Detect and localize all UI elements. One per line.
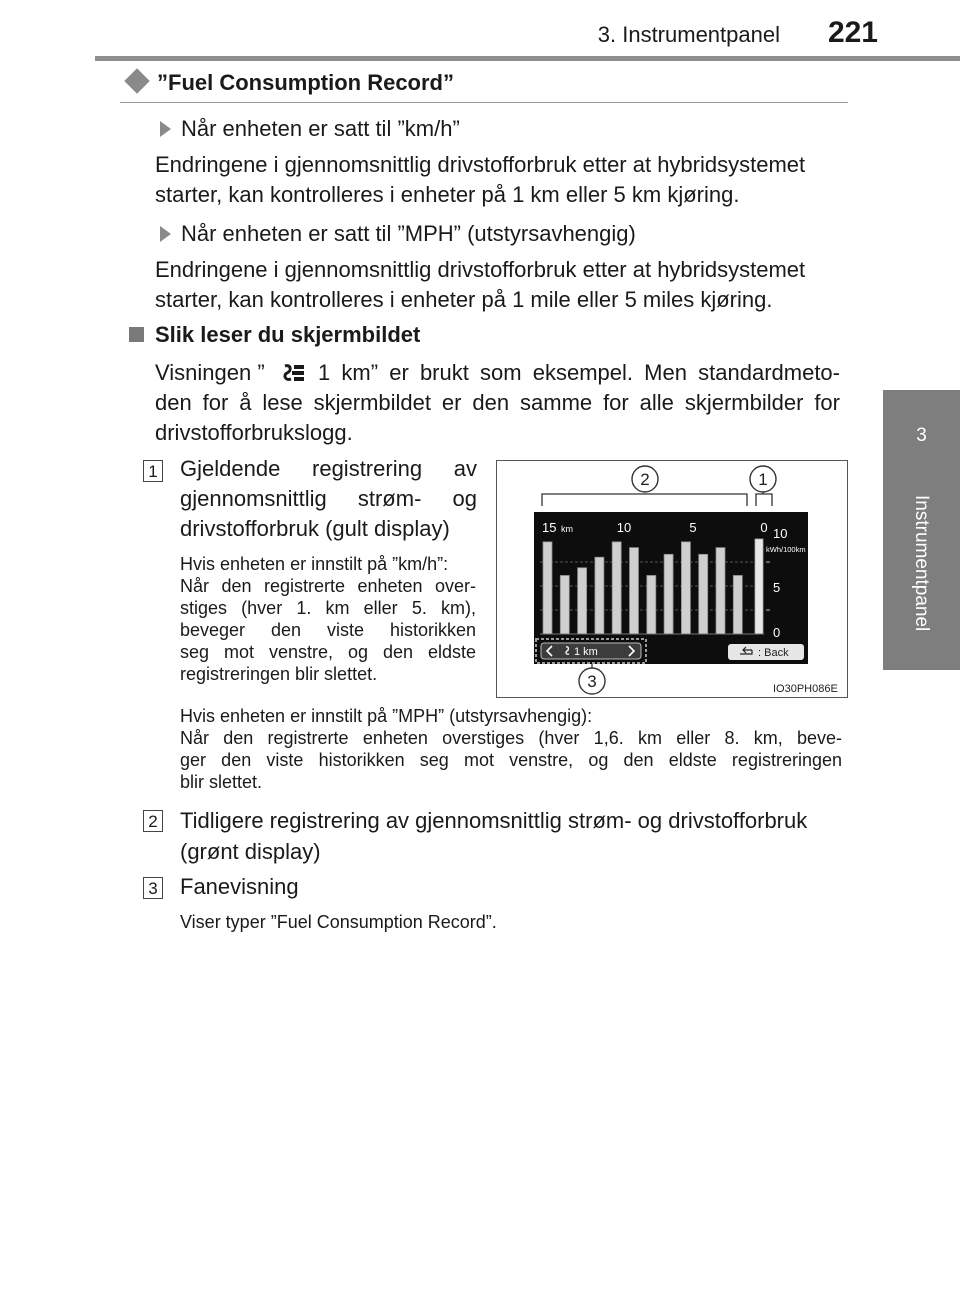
intro-line3: drivstofforbrukslogg. xyxy=(155,420,353,445)
tick-0: 0 xyxy=(760,520,768,535)
item1-note-b-line4: blir slettet. xyxy=(180,772,263,792)
callout-1 xyxy=(750,466,776,492)
para-kmh-line2: starter, kan kontrolleres i enheter på 1 km eller 5 km kjøring. xyxy=(155,182,740,207)
square-bullet-icon xyxy=(129,327,144,342)
history-bar xyxy=(647,575,656,634)
bracket-current xyxy=(756,494,772,506)
item3-line1: Fanevisning xyxy=(180,874,299,899)
side-tab-label: Instrumentpanel xyxy=(911,495,932,632)
intro-line1-end: 1 km” er brukt som eksempel. Men standardmeto- xyxy=(318,360,840,385)
page-number: 221 xyxy=(827,16,878,49)
figure-illustration xyxy=(496,460,848,698)
tick-5: 5 xyxy=(689,520,697,535)
triangle-bullet-icon xyxy=(160,121,171,137)
item2-line2: (grønt display) xyxy=(180,839,321,864)
para-kmh-line1: Endringene i gjennomsnittlig drivstofforbruk etter at hybridsystemet xyxy=(155,152,806,177)
y-unit: kWh/100km xyxy=(766,545,806,554)
callout-number-3: 3 xyxy=(143,877,163,899)
history-bar xyxy=(681,542,690,634)
item1-note-a-line3: stiges (hver 1. km eller 5. km), xyxy=(180,598,476,618)
history-bar xyxy=(595,557,604,634)
svg-text:3: 3 xyxy=(587,672,597,691)
history-bar xyxy=(733,575,742,634)
figure-code: IO30PH086E xyxy=(773,683,838,695)
subheading: Slik leser du skjermbildet xyxy=(155,322,421,347)
item1-line1: Gjeldende registrering av xyxy=(180,456,477,481)
item1-note-a-line4: beveger den viste historikken xyxy=(180,620,476,640)
intro-line1-start: Visningen ” xyxy=(155,360,265,385)
chapter-title: 3. Instrumentpanel xyxy=(597,22,780,47)
item1-note-a-line6: registreringen blir slettet. xyxy=(180,664,378,684)
item1-note-b-line3: ger den viste historikken seg mot venstre, og den eldste registreringen xyxy=(180,750,842,770)
para-mph-line1: Endringene i gjennomsnittlig drivstofforbruk etter at hybridsystemet xyxy=(155,257,806,282)
svg-text:2: 2 xyxy=(640,470,650,489)
side-tab-number: 3 xyxy=(916,425,927,446)
history-bar xyxy=(578,568,587,634)
back-label: : Back xyxy=(758,647,789,659)
history-bar xyxy=(716,548,725,634)
y-tick-0: 0 xyxy=(773,625,781,640)
tick-10: 10 xyxy=(616,520,632,535)
y-tick-10: 10 xyxy=(773,526,788,541)
callout-number-1: 1 xyxy=(143,460,163,482)
fuel-record-icon xyxy=(282,362,306,384)
intro-line2: den for å lese skjermbildet er den samme for alle skjermbilder for xyxy=(155,390,840,415)
item3-note: Viser typer ”Fuel Consumption Record”. xyxy=(180,912,497,932)
item2-line1: Tidligere registrering av gjennomsnittlig strøm- og drivstofforbruk xyxy=(180,808,808,833)
bullet-mph: Når enheten er satt til ”MPH” (utstyrsavhengig) xyxy=(181,221,636,246)
bullet-kmh: Når enheten er satt til ”km/h” xyxy=(181,116,460,141)
tick-km: km xyxy=(561,524,573,534)
callout-number-2: 2 xyxy=(143,810,163,832)
item1-line2: gjennomsnittlig strøm- og xyxy=(180,486,477,511)
diamond-icon xyxy=(124,68,149,93)
history-bar xyxy=(664,554,673,634)
item1-line3: drivstofforbruk (gult display) xyxy=(180,516,450,541)
item1-note-a-line2: Når den registrerte enheten over- xyxy=(180,576,476,596)
header-rule xyxy=(95,56,960,61)
tab-selector[interactable] xyxy=(536,639,646,663)
history-bar xyxy=(630,548,639,634)
title-rule xyxy=(120,102,848,103)
history-bar xyxy=(560,575,569,634)
bracket-previous xyxy=(542,494,747,506)
item1-note-b-line1: Hvis enheten er innstilt på ”MPH” (utstyrsavhengig): xyxy=(180,706,593,726)
svg-text:1: 1 xyxy=(758,470,768,489)
back-button[interactable] xyxy=(728,644,804,660)
history-bar xyxy=(699,554,708,634)
callout-2 xyxy=(632,466,658,492)
item1-note-b-line2: Når den registrerte enheten overstiges (hver 1,6. km eller 8. km, beve- xyxy=(180,728,842,748)
history-bar xyxy=(543,542,552,634)
triangle-bullet-icon xyxy=(160,226,171,242)
tab-label: 1 km xyxy=(574,646,598,658)
item1-note-a-line1: Hvis enheten er innstilt på ”km/h”: xyxy=(180,554,449,574)
item1-note-a-line5: seg mot venstre, og den eldste xyxy=(180,642,476,662)
y-tick-5: 5 xyxy=(773,580,781,595)
tick-15: 15 xyxy=(542,520,557,535)
current-bar xyxy=(755,539,763,634)
para-mph-line2: starter, kan kontrolleres i enheter på 1 mile eller 5 miles kjøring. xyxy=(155,287,773,312)
history-bar xyxy=(612,542,621,634)
callout-3 xyxy=(579,668,605,694)
section-title: ”Fuel Consumption Record” xyxy=(157,70,454,95)
